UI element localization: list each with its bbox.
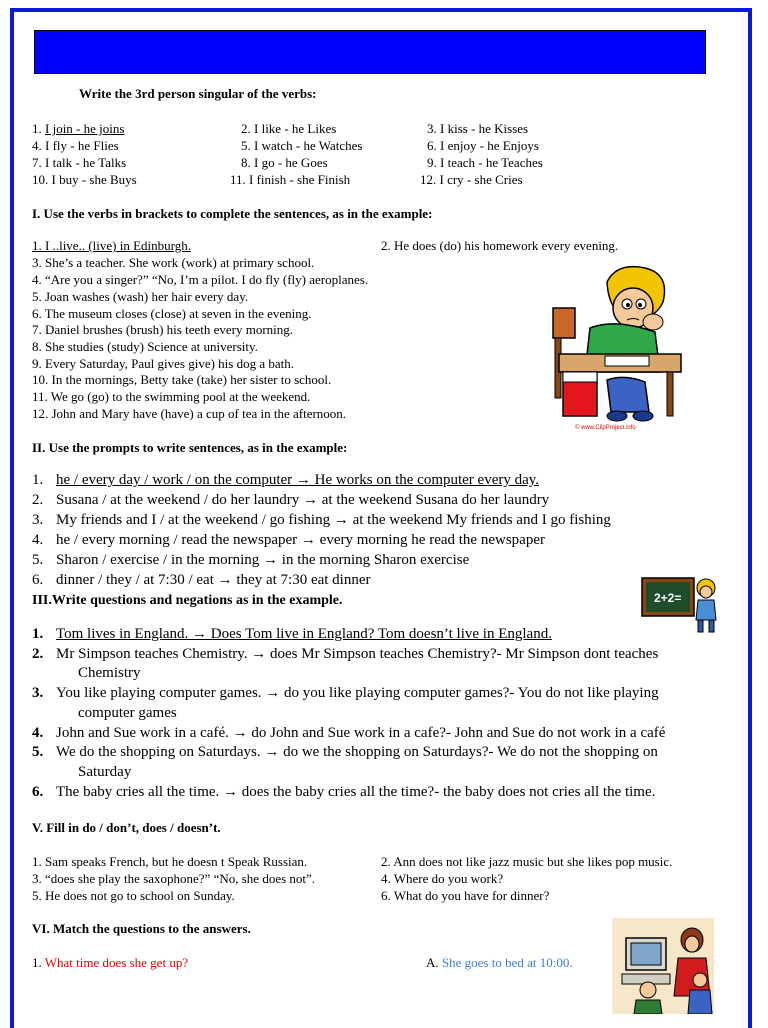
verb-item: 10. I buy - she Buys bbox=[32, 172, 137, 187]
sentence-item: 5. Joan washes (wash) her hair every day. bbox=[32, 289, 249, 304]
verb-item: 11. I finish - she Finish bbox=[230, 172, 351, 187]
sentence-item: 11. We go (go) to the swimming pool at the weekend. bbox=[32, 389, 311, 404]
sentence-item: 9. Every Saturday, Paul gives give) his dog a bath. bbox=[32, 356, 294, 371]
question-item: 1. Tom lives in England. → Does Tom live in England? Tom doesn’t live in England. bbox=[32, 626, 552, 642]
question-item: 5. We do the shopping on Saturdays. → do we the shopping on Saturdays?- We do not the shopping on bbox=[32, 744, 658, 760]
prompt-item: 3. My friends and I / at the weekend / go fishing → at the weekend My friends and I go fishing bbox=[32, 512, 611, 528]
fill-item: 2. Ann does not like jazz music but she likes pop music. bbox=[381, 854, 673, 869]
sec1-heading: I. Use the verbs in brackets to complete the sentences, as in the example: bbox=[32, 206, 433, 221]
sec5-heading: V. Fill in do / don’t, does / doesn’t. bbox=[32, 820, 221, 835]
prompt-item: 4. he / every morning / read the newspaper → every morning he read the newspaper bbox=[32, 532, 545, 548]
verb-item: 6. I enjoy - he Enjoys bbox=[427, 138, 539, 153]
title-banner bbox=[34, 30, 706, 74]
fill-item: 1. Sam speaks French, but he doesn t Speak Russian. bbox=[32, 854, 308, 869]
sentence-item: 2. He does (do) his homework every evening. bbox=[381, 238, 619, 253]
clipart-credit: © www.ClipProject.info bbox=[575, 425, 636, 431]
sentence-item: 12. John and Mary have (have) a cup of tea in the afternoon. bbox=[32, 406, 347, 421]
verb-item: 2. I like - he Likes bbox=[241, 121, 337, 136]
sentence-item: 3. She’s a teacher. She work (work) at primary school. bbox=[32, 255, 315, 270]
verb-item: 1. I join - he joins bbox=[32, 121, 125, 136]
question-item-cont: computer games bbox=[78, 705, 177, 721]
prompt-item: 6. dinner / they / at 7:30 / eat → they at 7:30 eat dinner bbox=[32, 572, 371, 588]
verb-item: 4. I fly - he Flies bbox=[32, 138, 119, 153]
sentence-item: 6. The museum closes (close) at seven in the evening. bbox=[32, 306, 312, 321]
verb-item: 3. I kiss - he Kisses bbox=[427, 121, 529, 136]
sentence-item: 10. In the mornings, Betty take (take) her sister to school. bbox=[32, 372, 332, 387]
match-question: 1. What time does she get up? bbox=[32, 955, 189, 970]
computer-clipart bbox=[612, 918, 714, 1014]
verb-item: 12. I cry - she Cries bbox=[420, 172, 523, 187]
student-desk-clipart bbox=[545, 262, 695, 432]
verb-item: 7. I talk - he Talks bbox=[32, 155, 127, 170]
prompt-item: 1. he / every day / work / on the computer → He works on the computer every day. bbox=[32, 472, 540, 488]
sec3-heading: III.Write questions and negations as in the example. bbox=[32, 593, 343, 608]
question-item-cont: Chemistry bbox=[78, 665, 141, 681]
verb-item: 9. I teach - he Teaches bbox=[427, 155, 543, 170]
match-answer: A. She goes to bed at 10:00. bbox=[426, 955, 573, 970]
sentence-example: 1. I ..live.. (live) in Edinburgh. bbox=[32, 238, 191, 253]
prompt-item: 2. Susana / at the weekend / do her laundry → at the weekend Susana do her laundry bbox=[32, 492, 550, 508]
question-item: 3. You like playing computer games. → do you like playing computer games?- You do not like playing bbox=[32, 685, 659, 701]
prompt-item: 5. Sharon / exercise / in the morning → in the morning Sharon exercise bbox=[32, 552, 470, 568]
question-item: 6. The baby cries all the time. → does the baby cries all the time?- the baby does not cries all the time. bbox=[32, 784, 656, 800]
question-item-cont: Saturday bbox=[78, 764, 132, 780]
board-text: 2+2= bbox=[654, 591, 682, 605]
verb-item: 8. I go - he Goes bbox=[241, 155, 328, 170]
fill-item: 4. Where do you work? bbox=[381, 871, 504, 886]
fill-item: 6. What do you have for dinner? bbox=[381, 888, 550, 903]
fill-item: 3. “does she play the saxophone?” “No, she does not”. bbox=[32, 871, 316, 886]
question-item: 4. John and Sue work in a café. → do John and Sue work in a cafe?- John and Sue do not work in a café bbox=[32, 725, 666, 741]
blackboard-clipart bbox=[640, 574, 722, 636]
sentence-item: 4. “Are you a singer?” “No, I’m a pilot. I do fly (fly) aeroplanes. bbox=[32, 272, 369, 287]
sec6-heading: VI. Match the questions to the answers. bbox=[32, 921, 251, 936]
sec0-heading: Write the 3rd person singular of the verbs: bbox=[79, 86, 317, 101]
question-item: 2. Mr Simpson teaches Chemistry. → does Mr Simpson teaches Chemistry?- Mr Simpson dont teaches bbox=[32, 646, 659, 662]
fill-item: 5. He does not go to school on Sunday. bbox=[32, 888, 235, 903]
verb-item: 5. I watch - he Watches bbox=[241, 138, 363, 153]
sentence-item: 8. She studies (study) Science at university. bbox=[32, 339, 258, 354]
sentence-item: 7. Daniel brushes (brush) his teeth every morning. bbox=[32, 322, 294, 337]
sec2-heading: II. Use the prompts to write sentences, as in the example: bbox=[32, 440, 348, 455]
